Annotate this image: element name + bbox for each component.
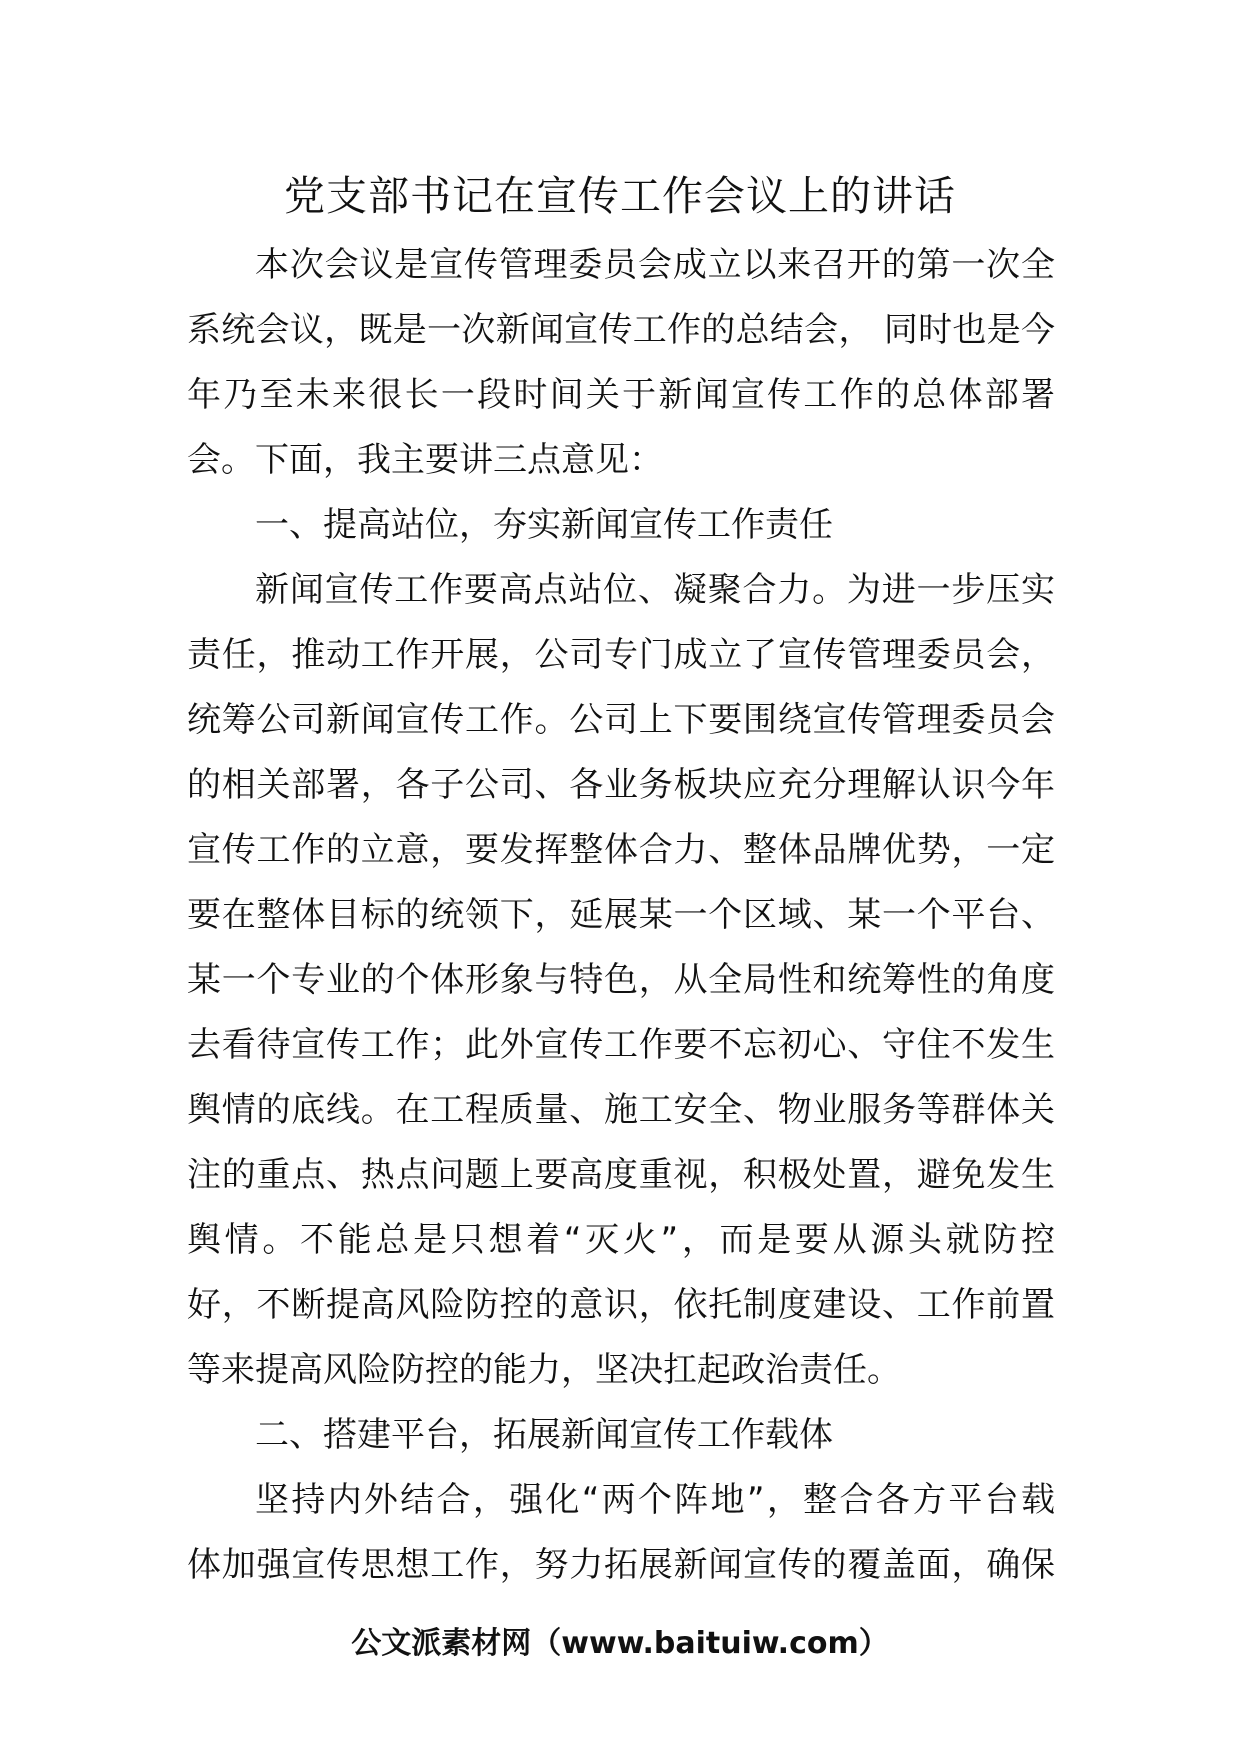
paragraph-2-line: 等来提高风险防控的能力，坚决扛起政治责任。 — [187, 1350, 901, 1390]
footer-watermark: 公文派素材网（www.baituiw.com） — [351, 1626, 889, 1661]
paragraph-2-line: 统筹公司新闻宣传工作。公司上下要围绕宣传管理委员会 — [187, 700, 1055, 740]
paragraph-1-line: 年乃至未来很长一段时间关于新闻宣传工作的总体部署 — [187, 375, 1055, 415]
document-body — [187, 233, 1055, 1598]
paragraph-3-line: 体加强宣传思想工作，努力拓展新闻宣传的覆盖面，确保 — [187, 1545, 1055, 1585]
paragraph-3-line: 坚持内外结合，强化“两个阵地”，整合各方平台载 — [255, 1480, 1055, 1520]
paragraph-2-line: 注的重点、热点问题上要高度重视，积极处置，避免发生 — [187, 1155, 1055, 1195]
section-heading-2: 二、搭建平台，拓展新闻宣传工作载体 — [255, 1415, 833, 1455]
paragraph-2-line: 好，不断提高风险防控的意识，依托制度建设、工作前置 — [187, 1285, 1055, 1325]
paragraph-2-line: 某一个专业的个体形象与特色，从全局性和统筹性的角度 — [187, 960, 1055, 1000]
section-heading-1: 一、提高站位，夯实新闻宣传工作责任 — [255, 505, 833, 545]
paragraph-2-line: 舆情。不能总是只想着“灭火”，而是要从源头就防控 — [187, 1220, 1055, 1260]
paragraph-2-line: 舆情的底线。在工程质量、施工安全、物业服务等群体关 — [187, 1090, 1055, 1130]
paragraph-2-line: 宣传工作的立意，要发挥整体合力、整体品牌优势，一定 — [187, 830, 1055, 870]
paragraph-2-line: 的相关部署，各子公司、各业务板块应充分理解认识今年 — [187, 765, 1055, 805]
paragraph-2-line: 要在整体目标的统领下，延展某一个区域、某一个平台、 — [187, 895, 1055, 935]
paragraph-1-line: 会。下面，我主要讲三点意见： — [187, 440, 663, 480]
paragraph-2-line: 新闻宣传工作要高点站位、凝聚合力。为进一步压实 — [255, 570, 1055, 610]
document-title: 党支部书记在宣传工作会议上的讲话 — [284, 172, 956, 220]
paragraph-2-line: 责任，推动工作开展，公司专门成立了宣传管理委员会， — [187, 635, 1055, 675]
paragraph-2-line: 去看待宣传工作；此外宣传工作要不忘初心、守住不发生 — [187, 1025, 1055, 1065]
paragraph-1-line: 系统会议，既是一次新闻宣传工作的总结会， 同时也是今 — [187, 310, 1055, 350]
paragraph-1-line: 本次会议是宣传管理委员会成立以来召开的第一次全 — [255, 245, 1055, 285]
